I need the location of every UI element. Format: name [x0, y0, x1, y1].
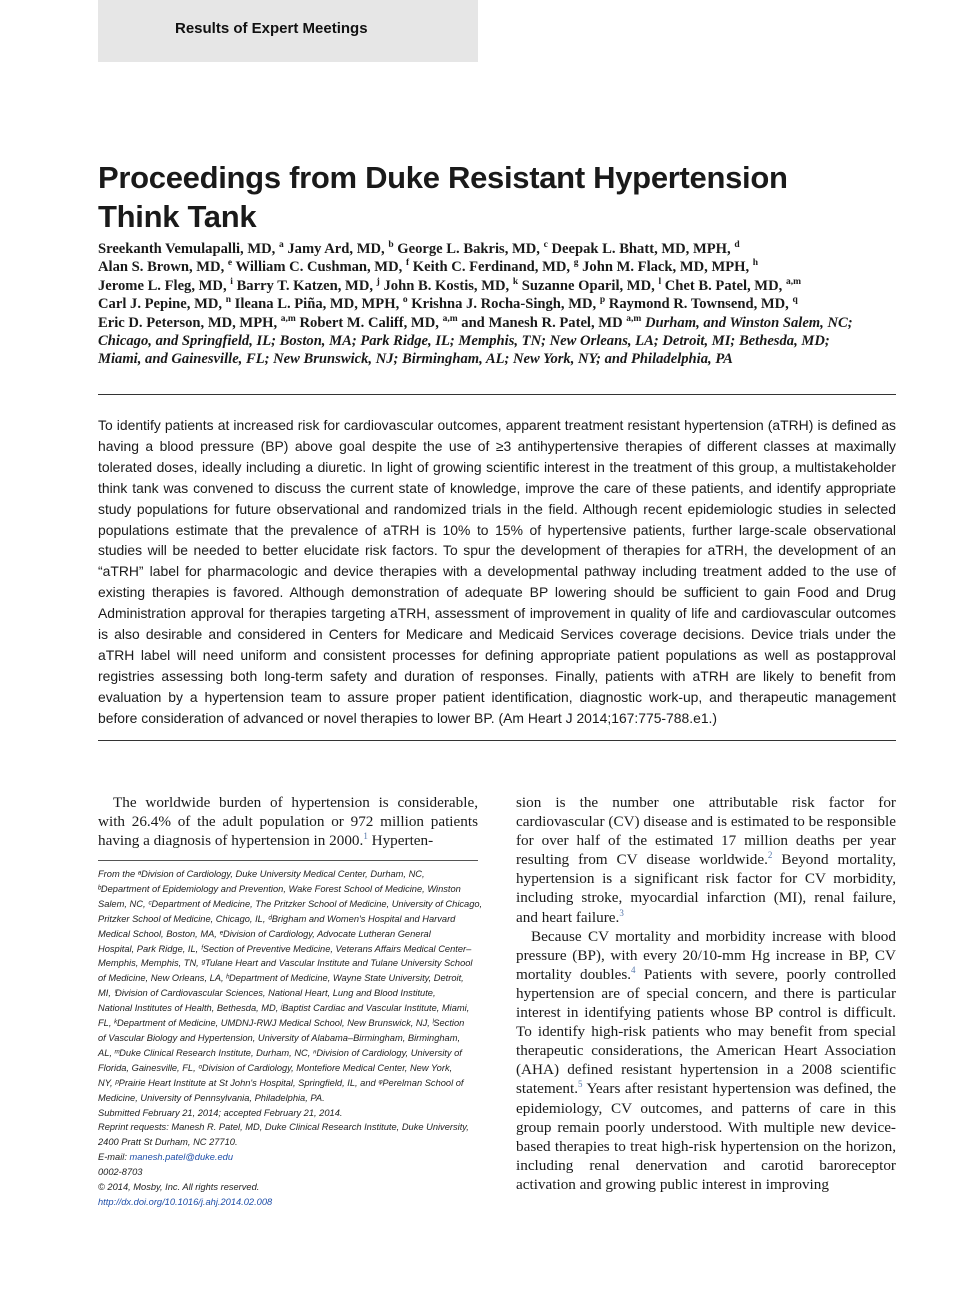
author-line: [98, 258, 898, 276]
affiliation-mark: p: [599, 295, 606, 306]
author-name: Jerome L. Fleg, MD,: [98, 277, 227, 294]
affiliation-note: Medical School, Boston, MA, ᵉDivision of Cardiology, Advocate Lutheran General: [98, 928, 431, 939]
affiliation-mark: a: [278, 240, 284, 251]
affiliation-mark: e: [227, 258, 233, 269]
author-locations: Durham, and Winston Salem, NC;: [644, 314, 853, 331]
email-link[interactable]: manesh.patel@duke.edu: [129, 1152, 234, 1163]
title-line-2: Think Tank: [98, 199, 257, 234]
author-line: [98, 295, 898, 313]
affiliation-note: FL, ᵏDepartment of Medicine, UMDNJ-RWJ Medical School, New Brunswick, NJ, ˡSection: [98, 1018, 465, 1029]
reference-link[interactable]: 2: [767, 850, 773, 861]
abstract-text: To identify patients at increased risk for cardiovascular outcomes, apparent treatment resistant hypertension (aTRH) is defined as having a blood pressure (BP) above goal despite the use of ≥3 antihypertensive therapies of different classes at maximally tolerated doses, ideally including a diuretic. In light of growing scientific interest in the treatment of this group, a multistakeholder think tank was convened to discuss the current state of knowledge, improve the care of these patients, and identify appropriate study populations for future observational and randomized trials in the field. Although recent epidemiologic studies in selected populations estimate that the prevalence of aTRH is 10% to 15% of hypertensive patients, further large-scale observational studies will be needed to better elucidate risk factors. To spur the development of therapies for aTRH, the development of an “aTRH” label for pharmacologic and device therapies with a developmental pathway including treatment added to the use of existing therapies is favored. Although demonstration of adequate BP lowering should be sufficient to gain Food and Drug Administration approval for therapies targeting aTRH, assessment of improvement in quality of life and cardiovascular outcomes is also desirable and considered in Centers for Medicare and Medicaid Services coverage decisions. Device trials under the aTRH label will need uniform and consistent processes for defining appropriate patient populations as well as postapproval registries assessing both long-term safety and duration of responses. Finally, patients with aTRH are likely to benefit from evaluation by a hypertension team to assure proper patient identification, diagnostic work-up, and therapeutic management before consideration of advanced or novel therapies to lower BP. (Am Heart J 2014;167:775-788.e1.): [98, 417, 896, 726]
affiliation-note: Memphis, Memphis, TN, ᵍTulane Heart and Vascular Institute and Tulane University School: [98, 958, 473, 969]
author-locations: Chicago, and Springfield, IL; Boston, MA; Park Ridge, IL; Memphis, TN; New Orleans, LA; Detroit, MI; Bethesda, MD;: [98, 333, 830, 350]
affiliation-note: MI, ⁱDivision of Cardiovascular Sciences, National Heart, Lung and Blood Institute,: [98, 988, 436, 999]
author-name: George L. Bakris, MD,: [397, 241, 540, 257]
affiliation-note: NY, ᵖPrairie Heart Institute at St John's Hospital, Springfield, IL, and ᵠPerelman School of: [98, 1077, 464, 1088]
affiliation-note: From the ᵃDivision of Cardiology, Duke University Medical Center, Durham, NC,: [98, 869, 425, 879]
email-label: E-mail:: [98, 1152, 130, 1163]
author-name: Suzanne Oparil, MD,: [521, 277, 655, 294]
body-text: The worldwide burden of hypertension is considerable, with 26.4% of the adult population or 972 million patients having a diagnosis of hypertension in 2000.: [98, 794, 478, 850]
affiliation-mark: c: [543, 240, 548, 251]
affiliation-note: Medicine, University of Pennsylvania, Philadelphia, PA.: [98, 1092, 325, 1103]
affiliation-mark: d: [734, 240, 740, 251]
affiliation-mark: i: [230, 276, 233, 287]
footnote-rule: [98, 860, 478, 861]
body-text: Because CV mortality and morbidity increase with blood pressure (BP), with every 20/10-mm Hg increase in BP, CV mortality doubles.: [516, 927, 896, 983]
reference-link[interactable]: 5: [578, 1079, 583, 1090]
author-name: Keith C. Ferdinand, MD,: [412, 259, 571, 276]
affiliation-note: National Institutes of Health, Bethesda, MD, ʲBaptist Cardiac and Vascular Institute, Miami,: [98, 1003, 470, 1014]
author-locations: Miami, and Gainesville, FL; New Brunswick, NJ; Birmingham, AL; New York, NY; and Philadelphia, PA: [98, 351, 733, 368]
affiliation-note: ᵇDepartment of Epidemiology and Prevention, Wake Forest School of Medicine, Winston: [98, 883, 461, 894]
author-name: Sreekanth Vemulapalli, MD,: [98, 241, 276, 257]
affiliation-mark: a,m: [626, 313, 642, 324]
affiliation-note: of Medicine, New Orleans, LA, ʰDepartment of Medicine, Wayne State University, Detroit,: [98, 973, 464, 984]
body-text: Hyperten-: [367, 832, 434, 850]
affiliation-note: Pritzker School of Medicine, Chicago, IL, ᵈBrigham and Women's Hospital and Harvard: [98, 913, 456, 924]
author-name: Barry T. Katzen, MD,: [236, 277, 374, 294]
author-name: Carl J. Pepine, MD,: [98, 296, 223, 313]
author-name: Robert M. Califf, MD,: [299, 314, 439, 331]
body-right-column: [516, 793, 896, 1194]
affiliation-mark: o: [402, 295, 408, 306]
reference-link[interactable]: 3: [619, 907, 624, 918]
author-name: Ileana L. Piña, MD, MPH,: [234, 296, 400, 313]
footnotes: [98, 867, 483, 1210]
section-tab: [98, 0, 478, 62]
affiliation-note: Hospital, Park Ridge, IL, ᶠSection of Preventive Medicine, Veterans Affairs Medical Center–: [98, 943, 472, 954]
affiliation-note: Florida, Gainesville, FL, ᵒDivision of Cardiology, Montefiore Medical Center, New York,: [98, 1062, 453, 1073]
copyright: © 2014, Mosby, Inc. All rights reserved.: [98, 1182, 260, 1193]
author-line: [98, 314, 898, 332]
title-line-1: Proceedings from Duke Resistant Hypertension: [98, 160, 788, 195]
affiliation-mark: f: [405, 258, 410, 269]
affiliation-mark: j: [376, 276, 380, 287]
affiliation-mark: a,m: [785, 276, 801, 287]
affiliation-mark: g: [573, 258, 579, 269]
reference-link[interactable]: 1: [363, 831, 368, 842]
submission-dates: Submitted February 21, 2014; accepted February 21, 2014.: [98, 1107, 343, 1118]
body-text: sion is the number one attributable risk factor for cardiovascular (CV) disease and is estimated to be responsible for over half of the estimated 17 million deaths per year resulting from CV disease worldwide.: [516, 794, 896, 869]
affiliation-note: Salem, NC, ᶜDepartment of Medicine, The Pritzker School of Medicine, University of Chicago,: [98, 898, 483, 909]
author-name: Eric D. Peterson, MD, MPH,: [98, 314, 278, 331]
affiliation-note: of Vascular Biology and Hypertension, University of Alabama–Birmingham, Birmingham,: [98, 1032, 461, 1043]
issn: 0002-8703: [98, 1167, 143, 1178]
author-name: John B. Kostis, MD,: [383, 277, 510, 294]
affiliation-mark: h: [752, 258, 759, 269]
body-paragraph: [98, 793, 478, 850]
affiliation-note: AL, ᵐDuke Clinical Research Institute, Durham, NC, ⁿDivision of Cardiology, University of: [98, 1047, 462, 1058]
abstract-bottom-rule: [98, 740, 896, 741]
affiliation-mark: a,m: [280, 313, 296, 324]
doi-link[interactable]: http://dx.doi.org/10.1016/j.ahj.2014.02.008: [98, 1196, 273, 1207]
affiliation-mark: k: [512, 276, 519, 287]
author-name: Alan S. Brown, MD,: [98, 259, 225, 276]
body-text: Beyond mortality, hypertension is a significant risk factor for CV morbidity, including stroke, myocardial infarction (MI), renal failure, and heart failure.: [516, 851, 896, 926]
author-line: [98, 277, 898, 295]
section-label: Results of Expert Meetings: [175, 20, 368, 37]
author-name: William C. Cushman, MD,: [235, 259, 403, 276]
body-left-column: [98, 793, 478, 850]
affiliation-mark: a,m: [442, 313, 458, 324]
affiliation-mark: n: [225, 295, 231, 306]
author-name: Deepak L. Bhatt, MD, MPH,: [551, 241, 731, 257]
reprint-address: 2400 Pratt St Durham, NC 27710.: [98, 1137, 238, 1148]
affiliation-mark: b: [388, 240, 394, 251]
body-text: Patients with severe, poorly controlled hypertension are of special concern, and there is particular interest in identifying patients whose BP control is difficult. To identify high-risk patients who may benefit from special therapeutic considerations, the American Heart Association (AHA) defined resistant hypertension in a 2008 scientific statement.: [516, 965, 896, 1098]
affiliation-mark: l: [658, 276, 662, 287]
author-name: Chet B. Patel, MD,: [664, 277, 783, 294]
author-name: Krishna J. Rocha-Singh, MD,: [411, 296, 597, 313]
affiliation-mark: q: [792, 295, 798, 306]
body-paragraph: [516, 927, 896, 1194]
author-name: Raymond R. Townsend, MD,: [608, 296, 789, 313]
body-text: Years after resistant hypertension was defined, the epidemiology, CV outcomes, and patterns of care in this group remain poorly understood. With multiple new device-based therapies to treat high-risk hypertension on the horizon, including renal denervation and carotid baroreceptor activation and growing public interest in improving: [516, 1080, 896, 1193]
author-name: John M. Flack, MD, MPH,: [582, 259, 750, 276]
author-line: [98, 240, 898, 258]
author-name: and Manesh R. Patel, MD: [461, 314, 623, 331]
abstract-top-rule: [98, 394, 896, 395]
reprint-requests: Reprint requests: Manesh R. Patel, MD, Duke Clinical Research Institute, Duke University,: [98, 1122, 469, 1133]
author-name: Jamy Ard, MD,: [287, 241, 385, 257]
reference-link[interactable]: 4: [631, 964, 636, 975]
article-title: [98, 158, 858, 236]
author-list: [98, 240, 898, 369]
body-paragraph: [516, 793, 896, 927]
email-line: [98, 1150, 478, 1165]
